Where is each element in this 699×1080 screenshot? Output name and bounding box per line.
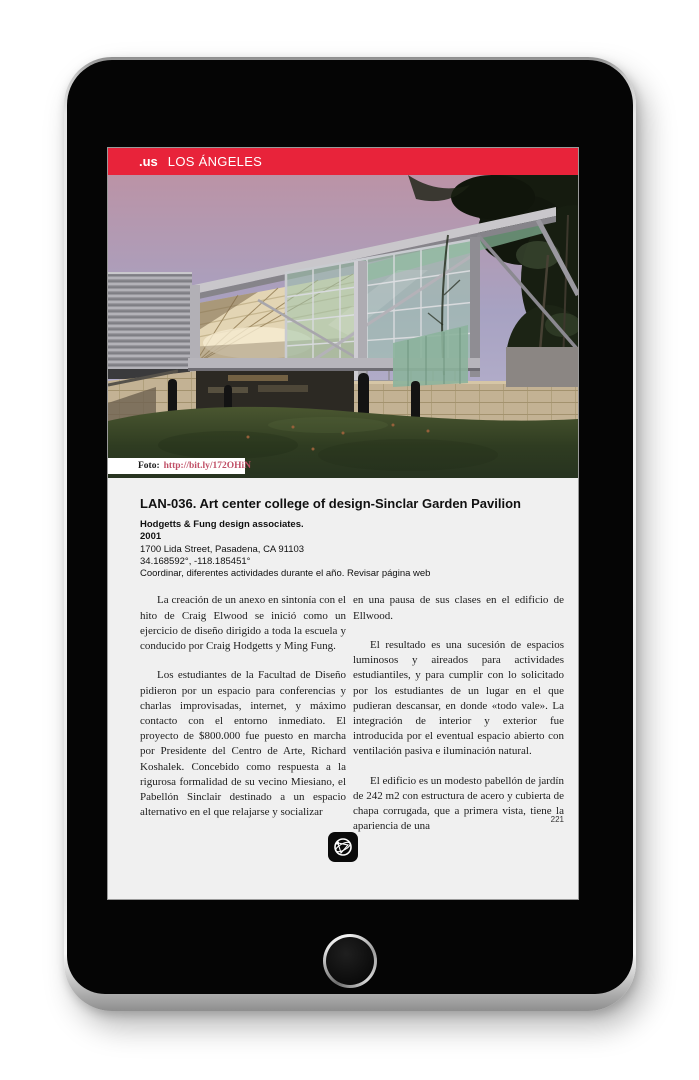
publisher-logo [328,832,358,862]
listing-architect: Hodgetts & Fung design associates. [140,519,304,530]
home-button[interactable] [323,934,377,988]
paragraph: El edificio es un modesto pabellón de jardín de 242 m2 con estructura de acero y cubierta de chapa corrugada, que a primera vista, tiene la apariencia de una [353,774,564,833]
body-text [108,580,578,848]
tablet-bezel [67,60,633,994]
left-column [140,593,346,848]
pavilion-photo-illustration [108,175,578,478]
country-domain-label: .us [139,154,158,169]
paragraph: Los estudiantes de la Facultad de Diseño pidieron por un espacio para conferencias y charlas improvisadas, internet, y máximo contacto con el entorno inmediato. El proyecto de $800.000 fue puesto en marcha por Presidente del Centro de Arte, Richard Koshalek. Concebido como respuesta a la rigurosa formalidad de su vecino Miesiano, el Pabellón Sinclair destinado a un espacio alternativo en el que relajarse y socializar [140,669,346,819]
listing-note: Coordinar, diferentes actividades durante el año. Revisar página web [140,568,431,580]
photo-credit [108,458,251,474]
tablet-screen [108,148,578,899]
listing-address: 1700 Lida Street, Pasadena, CA 91103 [140,543,305,555]
globe-logo-icon [332,836,354,858]
photo-credit-label: Foto: [138,461,160,471]
tablet-device [64,57,636,1011]
listing-header [108,478,578,580]
region-header-bar [108,148,578,175]
paragraph: El resultado es una sucesión de espacios luminosos y aireados para actividades estudiantiles, y para cumplir con lo solicitado por los estudiantes de un lugar en el que pudieran descansar, en donde «todo vale». La integración de interior y exterior fue introducida por el eventual espacio abierto con ventilación pasiva e iluminación natural. [353,638,564,758]
paragraph: La creación de un anexo en sintonía con el hito de Craig Elwood se inició como un ejercicio de diseño dirigido a toda la escuela y conducido por Craig Hodgetts y Ming Fung. [140,594,346,653]
page-number: 221 [550,815,564,824]
listing-title: LAN-036. Art center college of design-Sinclar Garden Pavilion [140,496,521,511]
listing-coordinates: 34.168592°, -118.185451° [140,555,251,567]
home-button-face [326,937,374,985]
listing-year: 2001 [140,531,162,543]
city-label: LOS ÁNGELES [167,154,263,169]
paragraph: en una pausa de sus clases en el edificio de Ellwood. [353,594,564,622]
right-column [353,593,564,848]
pavilion-photo [108,175,578,478]
photo-credit-link[interactable]: http://bit.ly/172OHiN [163,461,251,471]
